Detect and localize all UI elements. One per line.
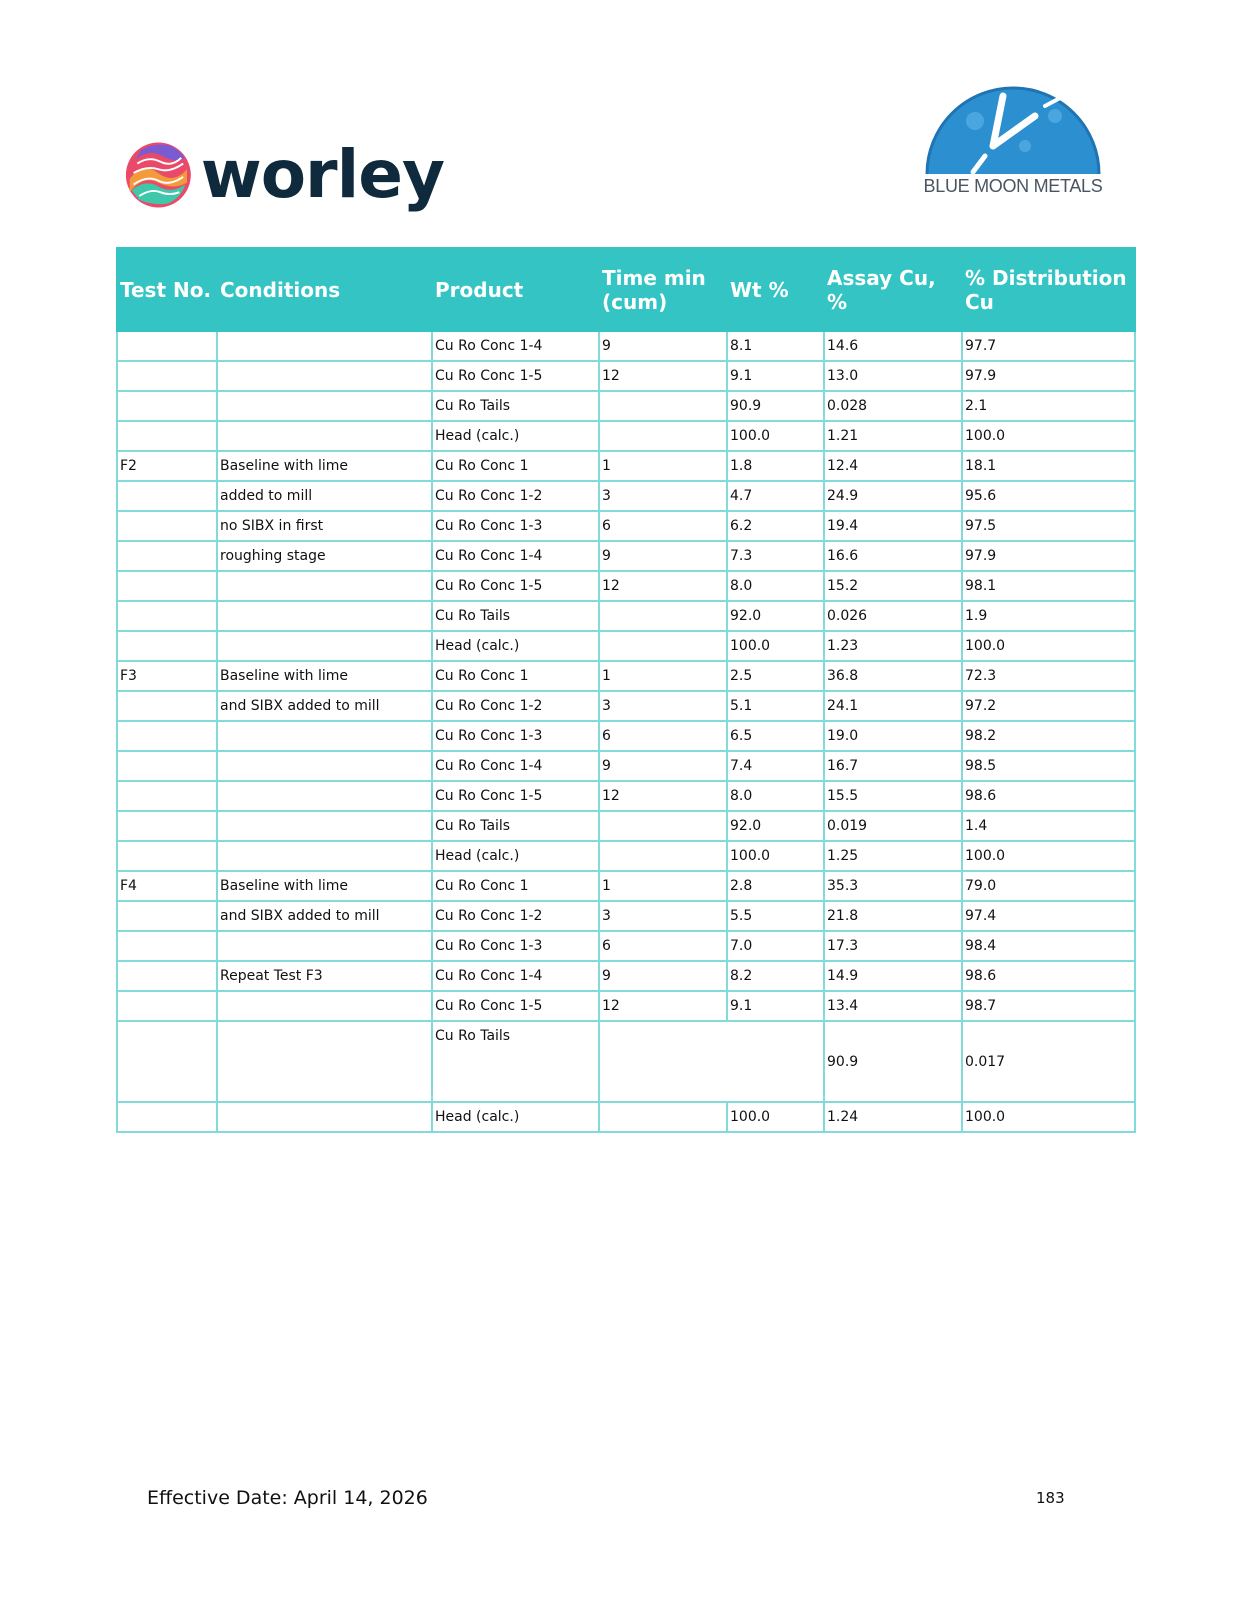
cell-time [599, 391, 727, 421]
cell-distribution-cu: 100.0 [962, 631, 1135, 661]
cell-time: 3 [599, 481, 727, 511]
cell-test-no [117, 1021, 217, 1102]
cell-conditions: Baseline with lime [217, 451, 432, 481]
cell-time: 9 [599, 961, 727, 991]
cell-assay-cu: 16.6 [824, 541, 962, 571]
cell-test-no [117, 781, 217, 811]
cell-distribution-cu: 98.6 [962, 961, 1135, 991]
cell-assay-cu: 35.3 [824, 871, 962, 901]
cell-assay-cu: 17.3 [824, 931, 962, 961]
col-header-test-no: Test No. [117, 248, 217, 331]
cell-product: Cu Ro Tails [432, 1021, 599, 1102]
cell-conditions [217, 361, 432, 391]
cell-wt: 100.0 [727, 1102, 824, 1132]
cell-product: Head (calc.) [432, 421, 599, 451]
cell-assay-cu: 0.026 [824, 601, 962, 631]
cell-time [599, 421, 727, 451]
cell-assay-cu: 13.4 [824, 991, 962, 1021]
cell-test-no [117, 931, 217, 961]
cell-test-no [117, 601, 217, 631]
cell-time: 6 [599, 511, 727, 541]
table-row [117, 571, 1135, 601]
worley-wordmark: worley [200, 136, 444, 213]
page-number: 183 [1036, 1489, 1065, 1507]
cell-assay-cu: 16.7 [824, 751, 962, 781]
cell-wt: 100.0 [727, 421, 824, 451]
cell-distribution-cu: 1.9 [962, 601, 1135, 631]
cell-time: 1 [599, 871, 727, 901]
cell-conditions [217, 751, 432, 781]
table-row [117, 601, 1135, 631]
cell-test-no [117, 571, 217, 601]
cell-assay-cu: 1.21 [824, 421, 962, 451]
cell-conditions [217, 991, 432, 1021]
table-row [117, 421, 1135, 451]
cell-test-no [117, 391, 217, 421]
cell-conditions [217, 841, 432, 871]
cell-conditions [217, 631, 432, 661]
table-row [117, 361, 1135, 391]
cell-test-no [117, 991, 217, 1021]
cell-assay-cu: 19.0 [824, 721, 962, 751]
cell-conditions [217, 1021, 432, 1102]
cell-distribution-cu: 72.3 [962, 661, 1135, 691]
cell-time: 6 [599, 931, 727, 961]
cell-time [599, 1102, 727, 1132]
cell-conditions: and SIBX added to mill [217, 691, 432, 721]
cell-conditions: Baseline with lime [217, 871, 432, 901]
cell-assay-cu: 14.9 [824, 961, 962, 991]
cell-product: Cu Ro Conc 1-2 [432, 691, 599, 721]
cell-assay-cu: 15.2 [824, 571, 962, 601]
table-row [117, 931, 1135, 961]
cell-wt: 4.7 [727, 481, 824, 511]
cell-time: 12 [599, 991, 727, 1021]
table-row [117, 511, 1135, 541]
col-header-conditions: Conditions [217, 248, 432, 331]
table-row [117, 721, 1135, 751]
cell-assay-cu: 0.019 [824, 811, 962, 841]
cell-test-no: F2 [117, 451, 217, 481]
cell-conditions: added to mill [217, 481, 432, 511]
cell-wt: 5.5 [727, 901, 824, 931]
cell-distribution-cu: 97.2 [962, 691, 1135, 721]
cell-distribution-cu: 95.6 [962, 481, 1135, 511]
cell-distribution-cu: 100.0 [962, 841, 1135, 871]
cell-product: Cu Ro Conc 1-5 [432, 361, 599, 391]
table-body [117, 331, 1135, 1132]
cell-product: Cu Ro Conc 1-2 [432, 481, 599, 511]
cell-distribution-cu: 79.0 [962, 871, 1135, 901]
cell-distribution-cu: 97.9 [962, 361, 1135, 391]
cell-conditions [217, 721, 432, 751]
blue-moon-wordmark: BLUE MOON METALS [923, 176, 1103, 196]
cell-product: Cu Ro Conc 1-4 [432, 541, 599, 571]
table-row [117, 631, 1135, 661]
cell-conditions [217, 1102, 432, 1132]
table-row [117, 451, 1135, 481]
cell-assay-cu: 24.9 [824, 481, 962, 511]
cell-product: Head (calc.) [432, 841, 599, 871]
cell-product: Head (calc.) [432, 631, 599, 661]
cell-distribution-cu: 98.5 [962, 751, 1135, 781]
flotation-results-table [116, 247, 1136, 1133]
cell-product: Cu Ro Conc 1-2 [432, 901, 599, 931]
cell-distribution-cu: 98.2 [962, 721, 1135, 751]
cell-wt: 9.1 [727, 361, 824, 391]
table-row [117, 541, 1135, 571]
cell-conditions [217, 391, 432, 421]
cell-product: Head (calc.) [432, 1102, 599, 1132]
cell-time: 12 [599, 781, 727, 811]
cell-wt: 8.0 [727, 571, 824, 601]
cell-conditions [217, 571, 432, 601]
table-row [117, 961, 1135, 991]
table-row [117, 691, 1135, 721]
cell-distribution-cu: 18.1 [962, 451, 1135, 481]
cell-wt: 5.1 [727, 691, 824, 721]
cell-test-no [117, 361, 217, 391]
table-row [117, 661, 1135, 691]
cell-wt: 92.0 [727, 811, 824, 841]
table-row [117, 841, 1135, 871]
cell-wt: 6.5 [727, 721, 824, 751]
cell-test-no: F3 [117, 661, 217, 691]
table-row [117, 1102, 1135, 1132]
cell-distribution-cu: 97.9 [962, 541, 1135, 571]
cell-test-no [117, 751, 217, 781]
cell-time: 3 [599, 691, 727, 721]
cell-conditions [217, 781, 432, 811]
cell-product: Cu Ro Tails [432, 391, 599, 421]
table-row [117, 481, 1135, 511]
cell-test-no [117, 721, 217, 751]
effective-date: Effective Date: April 14, 2026 [147, 1487, 428, 1509]
cell-product: Cu Ro Conc 1 [432, 451, 599, 481]
cell-test-no [117, 901, 217, 931]
cell-time [599, 811, 727, 841]
cell-wt: 92.0 [727, 601, 824, 631]
col-header-assay-cu: Assay Cu, % [824, 248, 962, 331]
cell-wt: 7.0 [727, 931, 824, 961]
cell-wt: 6.2 [727, 511, 824, 541]
cell-conditions [217, 601, 432, 631]
cell-assay-cu: 36.8 [824, 661, 962, 691]
cell-conditions: no SIBX in first [217, 511, 432, 541]
cell-distribution-cu: 97.5 [962, 511, 1135, 541]
table-row [117, 811, 1135, 841]
cell-product: Cu Ro Tails [432, 811, 599, 841]
cell-wt: 8.0 [727, 781, 824, 811]
cell-time: 1 [599, 661, 727, 691]
table-row [117, 751, 1135, 781]
cell-product: Cu Ro Conc 1-5 [432, 991, 599, 1021]
cell-distribution-cu: 2.1 [962, 391, 1135, 421]
cell-product: Cu Ro Conc 1-4 [432, 751, 599, 781]
blue-moon-metals-logo [915, 76, 1111, 200]
cell-product: Cu Ro Conc 1-4 [432, 961, 599, 991]
cell-test-no [117, 631, 217, 661]
cell-test-no [117, 811, 217, 841]
cell-test-no [117, 421, 217, 451]
cell-test-no [117, 841, 217, 871]
cell-wt: 1.8 [727, 451, 824, 481]
col-header-product: Product [432, 248, 599, 331]
cell-product: Cu Ro Conc 1 [432, 871, 599, 901]
cell-time: 1 [599, 451, 727, 481]
cell-product: Cu Ro Conc 1-5 [432, 571, 599, 601]
cell-product: Cu Ro Conc 1-5 [432, 781, 599, 811]
worley-swirl-icon [124, 139, 193, 211]
cell-product: Cu Ro Conc 1-3 [432, 721, 599, 751]
cell-assay-cu: 13.0 [824, 361, 962, 391]
cell-conditions [217, 331, 432, 361]
cell-test-no [117, 541, 217, 571]
cell-time: 12 [599, 571, 727, 601]
table-row [117, 1021, 1135, 1102]
cell-assay-cu: 19.4 [824, 511, 962, 541]
cell-distribution-cu: 97.4 [962, 901, 1135, 931]
cell-product: Cu Ro Conc 1-3 [432, 931, 599, 961]
cell-wt: 2.5 [727, 661, 824, 691]
cell-time [599, 601, 727, 631]
worley-logo [124, 136, 444, 214]
moon-clock-icon [915, 76, 1111, 176]
cell-distribution-cu: 98.6 [962, 781, 1135, 811]
col-header-wt: Wt % [727, 248, 824, 331]
cell-conditions: Repeat Test F3 [217, 961, 432, 991]
cell-distribution-cu: 100.0 [962, 421, 1135, 451]
cell-time: 12 [599, 361, 727, 391]
cell-product: Cu Ro Conc 1 [432, 661, 599, 691]
table-header-row [117, 248, 1135, 331]
cell-time [599, 841, 727, 871]
cell-assay-cu: 0.028 [824, 391, 962, 421]
cell-product: Cu Ro Conc 1-3 [432, 511, 599, 541]
cell-wt: 7.3 [727, 541, 824, 571]
col-header-distribution-cu: % Distribution Cu [962, 248, 1135, 331]
cell-wt: 100.0 [727, 841, 824, 871]
cell-wt: 2.8 [727, 871, 824, 901]
cell-product: Cu Ro Tails [432, 601, 599, 631]
cell-time-wt [599, 1021, 824, 1102]
cell-distribution-cu: 98.4 [962, 931, 1135, 961]
cell-conditions [217, 421, 432, 451]
cell-test-no [117, 691, 217, 721]
cell-wt: 8.2 [727, 961, 824, 991]
cell-assay-cu: 15.5 [824, 781, 962, 811]
cell-assay-cu: 21.8 [824, 901, 962, 931]
cell-distribution-cu: 1.4 [962, 811, 1135, 841]
cell-distribution-cu: 100.0 [962, 1102, 1135, 1132]
cell-time: 9 [599, 541, 727, 571]
cell-time: 3 [599, 901, 727, 931]
table-row [117, 991, 1135, 1021]
table-row [117, 391, 1135, 421]
cell-assay-cu: 1.23 [824, 631, 962, 661]
col-header-time: Time min (cum) [599, 248, 727, 331]
cell-test-no [117, 961, 217, 991]
cell-test-no: F4 [117, 871, 217, 901]
cell-wt: 8.1 [727, 331, 824, 361]
cell-wt: 7.4 [727, 751, 824, 781]
cell-assay-cu: 24.1 [824, 691, 962, 721]
cell-product: Cu Ro Conc 1-4 [432, 331, 599, 361]
cell-time: 9 [599, 331, 727, 361]
cell-assay-cu: 12.4 [824, 451, 962, 481]
cell-wt: 100.0 [727, 631, 824, 661]
cell-test-no [117, 481, 217, 511]
cell-distribution-cu: 98.7 [962, 991, 1135, 1021]
cell-wt: 9.1 [727, 991, 824, 1021]
cell-assay-cu: 14.6 [824, 331, 962, 361]
cell-conditions: Baseline with lime [217, 661, 432, 691]
cell-time: 9 [599, 751, 727, 781]
table-row [117, 331, 1135, 361]
cell-test-no [117, 511, 217, 541]
cell-distribution-cu: 98.1 [962, 571, 1135, 601]
table-row [117, 781, 1135, 811]
cell-time: 6 [599, 721, 727, 751]
cell-assay-cu: 90.9 [824, 1021, 962, 1102]
cell-time [599, 631, 727, 661]
cell-distribution-cu: 97.7 [962, 331, 1135, 361]
table-row [117, 901, 1135, 931]
cell-test-no [117, 331, 217, 361]
cell-distribution-cu: 0.017 [962, 1021, 1135, 1102]
cell-test-no [117, 1102, 217, 1132]
table-row [117, 871, 1135, 901]
cell-conditions [217, 931, 432, 961]
cell-conditions [217, 811, 432, 841]
cell-conditions: and SIBX added to mill [217, 901, 432, 931]
cell-assay-cu: 1.24 [824, 1102, 962, 1132]
cell-assay-cu: 1.25 [824, 841, 962, 871]
cell-conditions: roughing stage [217, 541, 432, 571]
cell-wt: 90.9 [727, 391, 824, 421]
